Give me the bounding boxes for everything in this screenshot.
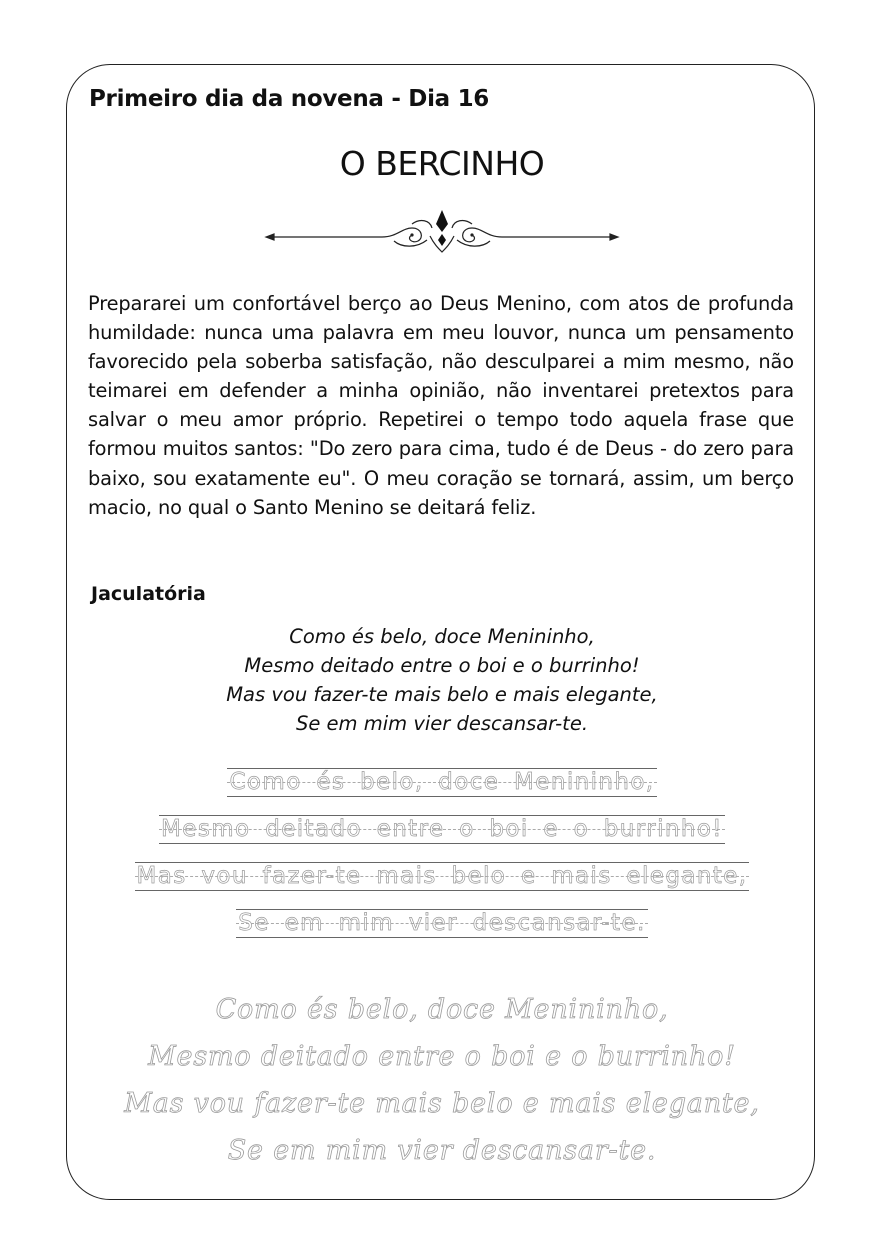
jaculatoria-label: Jaculatória — [91, 583, 206, 605]
tracing-row — [0, 862, 884, 909]
cursive-tracing-line: Como és belo, doce Menininho, — [215, 994, 669, 1025]
cursive-tracing-line: Se em mim vier descansar-te. — [227, 1135, 657, 1166]
tracing-text: Como és belo, doce Menininho, — [229, 769, 655, 795]
tracing-row — [0, 768, 884, 815]
tracing-row — [0, 815, 884, 862]
poem-line: Se em mim vier descansar-te. — [295, 712, 589, 735]
poem-line: Mesmo deitado entre o boi e o burrinho! — [244, 654, 640, 677]
print-tracing-section — [0, 768, 884, 956]
jaculatoria-poem — [0, 622, 884, 738]
scroll-divider-icon — [262, 206, 622, 256]
tracing-text: Mas vou fazer-te mais belo e mais elegante, — [136, 863, 748, 889]
tracing-text: Se em mim vier descansar-te. — [238, 910, 646, 936]
body-paragraph: Prepararei um confortável berço ao Deus Menino, com atos de profunda humildade: nunca uma palavra em meu louvor, nunca um pensamento favorecido pela soberba satisfação, não desculparei a mim mesmo, não teimarei em defender a minha opinião, não inventarei pretextos para salvar o meu amor próprio. Repetirei o tempo todo aquela frase que formou muitos santos: "Do zero para cima, tudo é de Deus - do zero para baixo, sou exatamente eu". O meu coração se tornará, assim, um berço macio, no qual o Santo Menino se deitará feliz. — [88, 292, 794, 519]
tracing-row — [0, 909, 884, 956]
page-header: Primeiro dia da novena - Dia 16 — [89, 86, 489, 112]
tracing-text: Mesmo deitado entre o boi e o burrinho! — [161, 816, 723, 842]
poem-line: Mas vou fazer-te mais belo e mais elegante, — [226, 683, 658, 706]
cursive-tracing-line: Mas vou fazer-te mais belo e mais elegante, — [124, 1088, 760, 1119]
page-title: O BERCINHO — [339, 144, 545, 183]
cursive-tracing-section — [0, 986, 884, 1174]
cursive-tracing-line: Mesmo deitado entre o boi e o burrinho! — [148, 1041, 736, 1072]
poem-line: Como és belo, doce Menininho, — [289, 625, 595, 648]
